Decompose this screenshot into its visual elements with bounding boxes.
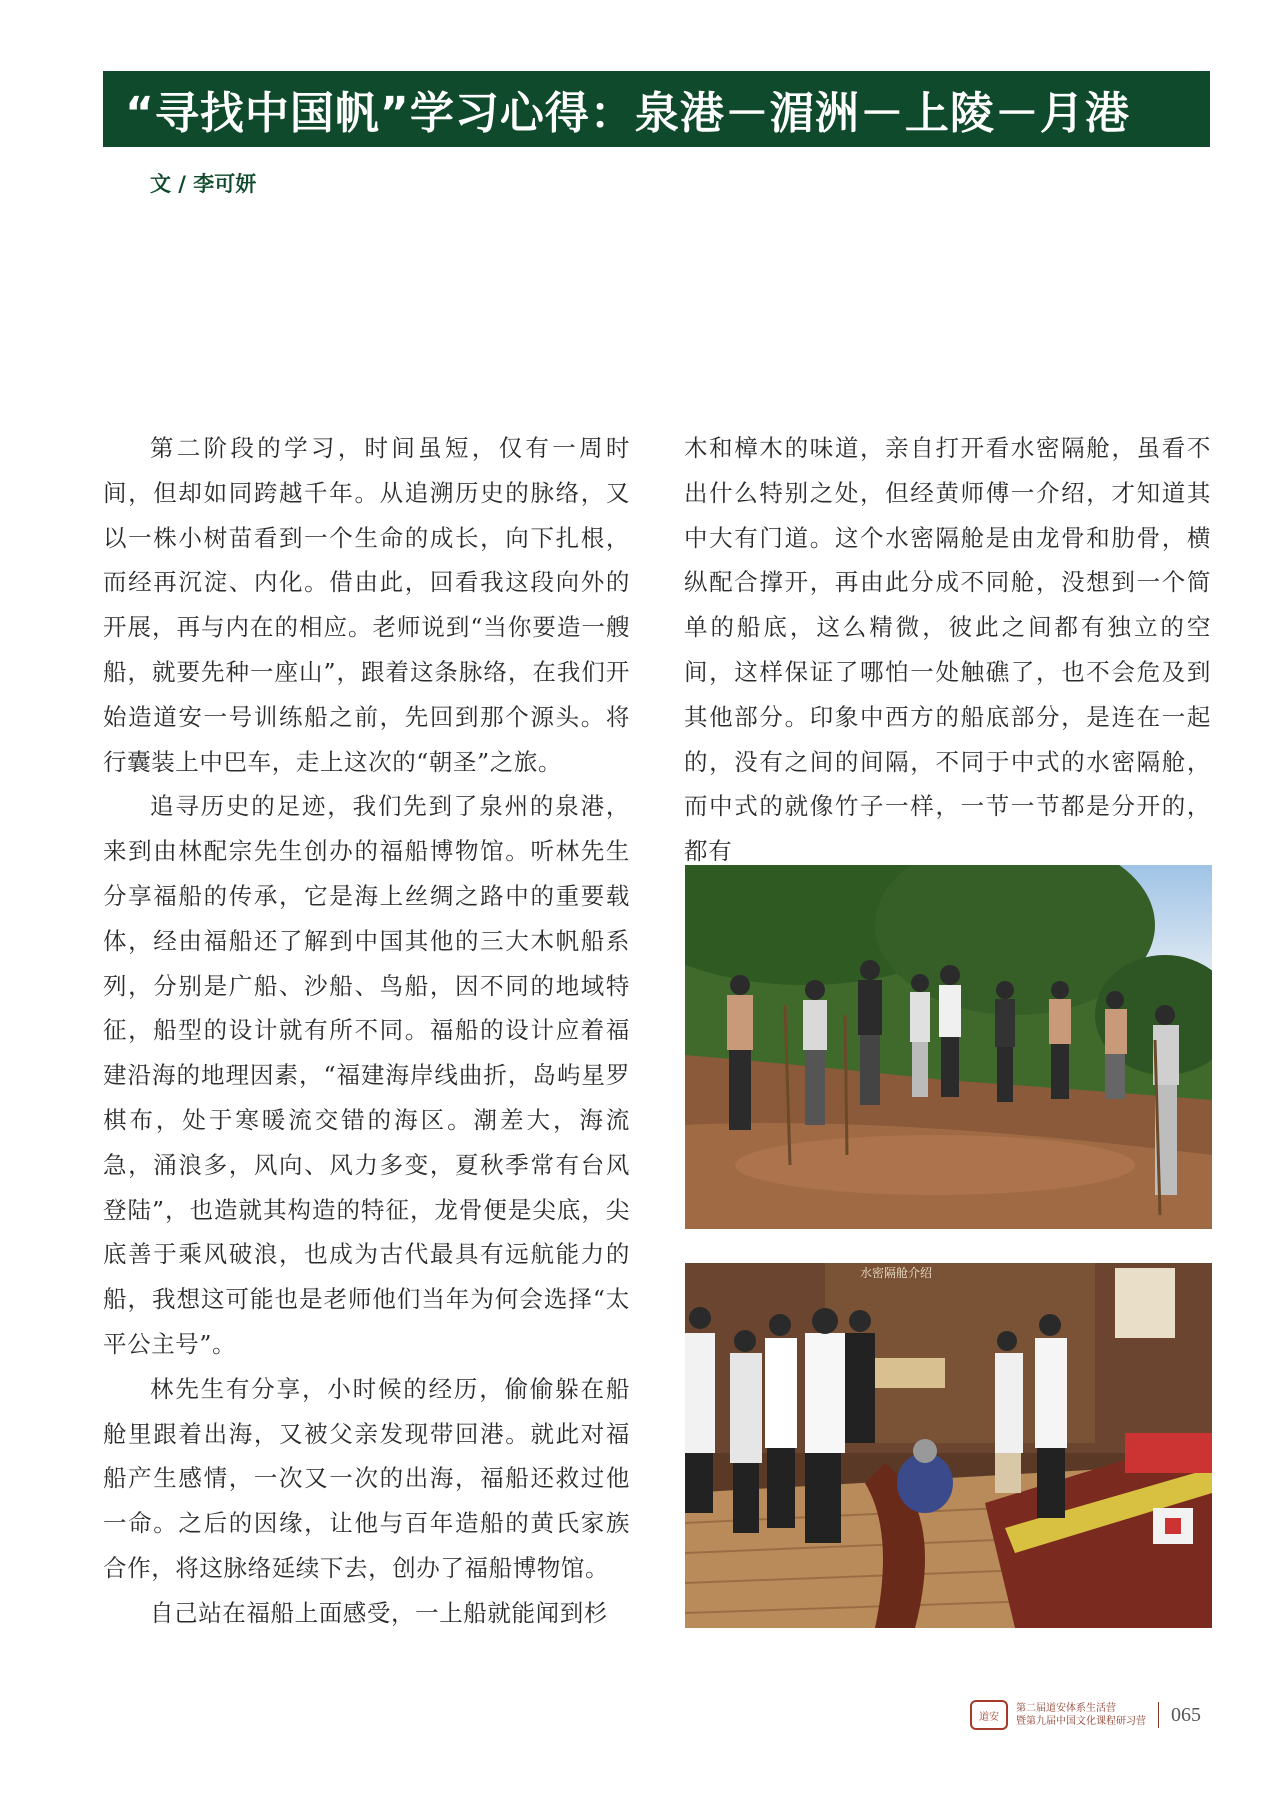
left-text-column	[103, 426, 630, 1636]
footer-line-1: 第二届道安体系生活营	[1016, 1703, 1116, 1714]
photo-hillside-group	[685, 865, 1212, 1229]
article-title: “寻找中国帆”学习心得：泉港－湄洲－上陵－月港	[125, 88, 1130, 139]
author-byline: 文 / 李可妍	[150, 172, 257, 196]
exhibit-sign-text: 水密隔舱介绍	[860, 1266, 933, 1280]
paragraph-2: 追寻历史的足迹，我们先到了泉州的泉港，来到由林配宗先生创办的福船博物馆。听林先生分享福船的传承，它是海上丝绸之路中的重要载体，经由福船还了解到中国其他的三大木帆船系列，分别是广船、沙船、鸟船，因不同的地域特征，船型的设计就有所不同。福船的设计应着福建沿海的地理因素，“福建海岸线曲折，岛屿星罗棋布，处于寒暖流交错的海区。潮差大，海流急，涌浪多，风向、风力多变，夏秋季常有台风登陆”，也造就其构造的特征，龙骨便是尖底，尖底善于乘风破浪，也成为古代最具有远航能力的船，我想这可能也是老师他们当年为何会选择“太平公主号”。	[103, 792, 630, 1358]
paragraph-4: 自己站在福船上面感受，一上船就能闻到杉	[150, 1598, 608, 1627]
paragraph-3: 林先生有分享，小时候的经历，偷偷躲在船舱里跟着出海，又被父亲发现带回港。就此对福船产生感情，一次又一次的出海，福船还救过他一命。之后的因缘，让他与百年造船的黄氏家族合作，将这脉络延续下去，创办了福船博物馆。	[103, 1374, 630, 1582]
right-text-column	[684, 426, 1211, 874]
page-footer	[970, 1700, 1201, 1730]
article-title-bar	[103, 71, 1210, 147]
footer-separator	[1158, 1702, 1159, 1728]
footer-event-name	[1016, 1702, 1146, 1728]
photo-museum-interior	[685, 1263, 1212, 1628]
paragraph-continued: 木和樟木的味道，亲自打开看水密隔舱，虽看不出什么特别之处，但经黄师傅一介绍，才知道其中大有门道。这个水密隔舱是由龙骨和肋骨，横纵配合撑开，再由此分成不同舱，没想到一个简单的船底，这么精微，彼此之间都有独立的空间，这样保证了哪怕一处触礁了，也不会危及到其他部分。印象中西方的船底部分，是连在一起的，没有之间的间隔，不同于中式的水密隔舱，而中式的就像竹子一样，一节一节都是分开的，都有	[684, 434, 1211, 866]
footer-line-2: 暨第九届中国文化课程研习营	[1016, 1716, 1146, 1727]
page-number: 065	[1171, 1703, 1201, 1726]
seal-logo: 道安	[970, 1700, 1008, 1730]
paragraph-1: 第二阶段的学习，时间虽短，仅有一周时间，但却如同跨越千年。从追溯历史的脉络，又以一株小树苗看到一个生命的成长，向下扎根，而经再沉淀、内化。借由此，回看我这段向外的开展，再与内在的相应。老师说到“当你要造一艘船，就要先种一座山”，跟着这条脉络，在我们开始造道安一号训练船之前，先回到那个源头。将行囊装上中巴车，走上这次的“朝圣”之旅。	[103, 434, 630, 776]
